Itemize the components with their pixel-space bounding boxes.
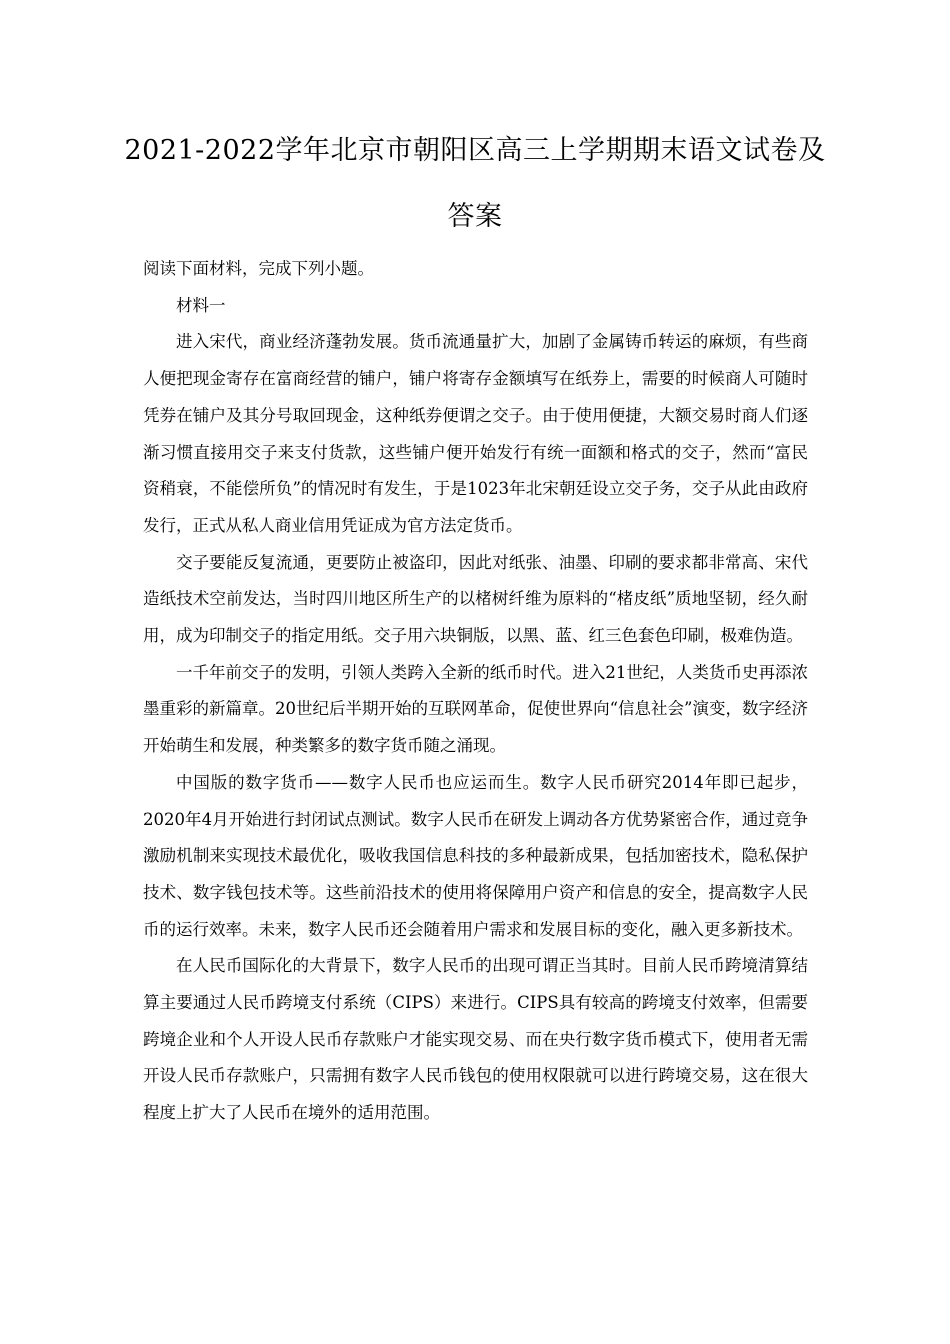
- section-label: 材料一: [176, 295, 226, 315]
- paragraph-5: 在人民币国际化的大背景下，数字人民币的出现可谓正当其时。目前人民币跨境清算结算主要通过人民币跨境支付系统（CIPS）来进行。CIPS具有较高的跨境支付效率，但需要跨境企业和个人开设人民币存款账户才能实现交易、而在央行数字货币模式下，使用者无需开设人民币存款账户，只需拥有数字人民币钱包的使用权限就可以进行跨境交易，这在很大程度上扩大了人民币在境外的适用范围。: [143, 956, 808, 1123]
- paragraph-3: 一千年前交子的发明，引领人类跨入全新的纸币时代。进入21世纪，人类货币史再添浓墨重彩的新篇章。20世纪后半期开始的互联网革命，促使世界向“信息社会”演变，数字经济开始萌生和发展，种类繁多的数字货币随之涌现。: [143, 662, 808, 756]
- paragraph-2: 交子要能反复流通，更要防止被盗印，因此对纸张、油墨、印刷的要求都非常高、宋代造纸技术空前发达，当时四川地区所生产的以楮树纤维为原料的“楮皮纸”质地坚韧，经久耐用，成为印制交子的指定用纸。交子用六块铜版，以黑、蓝、红三色套色印刷，极难伪造。: [143, 552, 808, 646]
- reading-instruction: 阅读下面材料，完成下列小题。: [143, 259, 374, 278]
- document-body: [143, 251, 808, 1132]
- paragraph-4: 中国版的数字货币——数字人民币也应运而生。数字人民币研究2014年即已起步，2020年4月开始进行封闭试点测试。数字人民币在研发上调动各方优势紧密合作，通过竞争激励机制来实现技术最优化，吸收我国信息科技的多种最新成果，包括加密技术，隐私保护技术、数字钱包技术等。这些前沿技术的使用将保障用户资产和信息的安全，提高数字人民币的运行效率。未来，数字人民币还会随着用户需求和发展目标的变化，融入更多新技术。: [143, 772, 808, 939]
- paragraph-1: 进入宋代，商业经济蓬勃发展。货币流通量扩大，加剧了金属铸币转运的麻烦，有些商人便把现金寄存在富商经营的铺户，铺户将寄存金额填写在纸券上，需要的时候商人可随时凭券在铺户及其分号取回现金，这种纸券便谓之交子。由于使用便捷，大额交易时商人们逐渐习惯直接用交子来支付货款，这些铺户便开始发行有统一面额和格式的交子，然而“富民资稍衰，不能偿所负”的情况时有发生，于是1023年北宋朝廷设立交子务，交子从此由政府发行，正式从私人商业信用凭证成为官方法定货币。: [143, 332, 808, 535]
- document-title: 2021-2022学年北京市朝阳区高三上学期期末语文试卷及答案: [124, 135, 826, 232]
